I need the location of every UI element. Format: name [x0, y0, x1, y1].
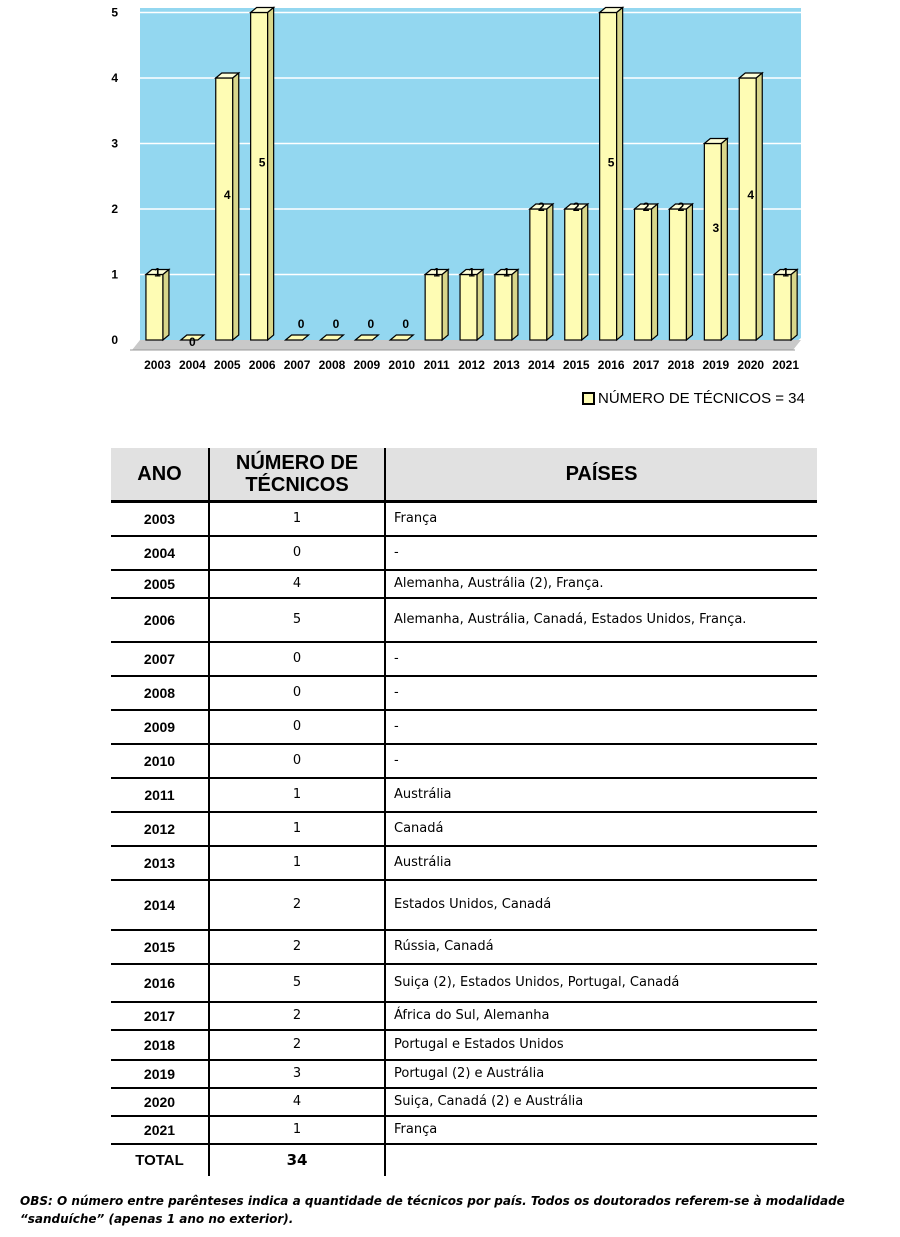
bar: [425, 275, 442, 341]
bar-value-label: 1: [782, 265, 789, 280]
row-count: 1: [209, 502, 385, 536]
x-tick-label: 2011: [423, 358, 450, 372]
bar-side: [617, 8, 623, 341]
bar-side: [547, 204, 553, 340]
bar-side: [477, 270, 483, 341]
table-row: [111, 570, 817, 598]
bar-side: [233, 73, 239, 340]
table-row: [111, 778, 817, 812]
x-tick-label: 2019: [702, 358, 730, 372]
bar-side: [582, 204, 588, 340]
x-tick-label: 2014: [527, 358, 555, 372]
bar-value-label: 2: [538, 200, 545, 214]
chart-legend: [582, 390, 805, 407]
row-countries: Portugal (2) e Austrália: [385, 1060, 817, 1088]
bar-group: [251, 8, 274, 341]
row-countries: Portugal e Estados Unidos: [385, 1030, 817, 1060]
table-row: [111, 642, 817, 676]
bar-value-label: 1: [503, 265, 510, 280]
bar: [146, 275, 163, 341]
bar-group: [739, 73, 762, 340]
bar: [565, 209, 582, 340]
bar-group: [669, 200, 692, 340]
row-year: 2005: [111, 570, 209, 598]
header-count: [209, 448, 385, 502]
y-tick-label: 0: [111, 333, 118, 347]
technicians-table: [111, 448, 817, 1176]
plot-floor: [132, 340, 801, 350]
table-row: [111, 1088, 817, 1116]
total-countries: [385, 1144, 817, 1176]
row-count: 0: [209, 536, 385, 570]
x-tick-label: 2004: [178, 358, 206, 372]
row-countries: Estados Unidos, Canadá: [385, 880, 817, 930]
row-year: 2009: [111, 710, 209, 744]
bar-chart: [0, 0, 900, 420]
x-tick-label: 2009: [353, 358, 381, 372]
bar-side: [686, 204, 692, 340]
bar: [216, 78, 233, 340]
x-tick-label: 2018: [667, 358, 695, 372]
row-year: 2012: [111, 812, 209, 846]
row-countries: Alemanha, Austrália, Canadá, Estados Unidos, França.: [385, 598, 817, 642]
row-count: 1: [209, 846, 385, 880]
row-countries: Suiça, Canadá (2) e Austrália: [385, 1088, 817, 1116]
row-year: 2015: [111, 930, 209, 964]
row-year: 2021: [111, 1116, 209, 1144]
bar-side: [652, 204, 658, 340]
table-row: [111, 710, 817, 744]
row-year: 2016: [111, 964, 209, 1002]
x-tick-label: 2015: [562, 358, 590, 372]
bar: [739, 78, 756, 340]
bar: [669, 209, 686, 340]
bar: [530, 209, 547, 340]
bar-group: [425, 266, 448, 341]
row-count: 0: [209, 676, 385, 710]
bar-side: [442, 270, 448, 341]
bar-value-label: 4: [223, 188, 231, 202]
bar-side: [791, 270, 797, 341]
table-total-row: [111, 1144, 817, 1176]
x-tick-label: 2013: [493, 358, 520, 372]
bar-value-label: 3: [712, 220, 720, 235]
row-countries: Austrália: [385, 846, 817, 880]
bar-value-label: 1: [433, 265, 440, 280]
row-count: 5: [209, 598, 385, 642]
row-countries: França: [385, 502, 817, 536]
total-count: 34: [209, 1144, 385, 1176]
row-count: 2: [209, 930, 385, 964]
bar-group: [565, 200, 588, 340]
bar-group: [146, 266, 169, 341]
bar-side: [756, 73, 762, 340]
row-count: 1: [209, 778, 385, 812]
x-tick-label: 2021: [772, 358, 800, 372]
row-year: 2020: [111, 1088, 209, 1116]
x-tick-label: 2012: [458, 358, 485, 372]
bar-value-label: 1: [154, 265, 161, 280]
bar: [774, 275, 791, 341]
bar-value-label: 0: [402, 317, 410, 331]
row-count: 4: [209, 570, 385, 598]
header-countries: PAÍSES: [385, 448, 817, 502]
row-year: 2011: [111, 778, 209, 812]
legend-swatch: [582, 392, 595, 405]
table-row: [111, 880, 817, 930]
x-tick-label: 2003: [144, 358, 171, 372]
table-row: [111, 812, 817, 846]
legend-label: NÚMERO DE TÉCNICOS = 34: [598, 390, 805, 407]
row-countries: Alemanha, Austrália (2), França.: [385, 570, 817, 598]
row-countries: Austrália: [385, 778, 817, 812]
bar-group: [704, 139, 727, 341]
header-year: ANO: [111, 448, 209, 502]
row-count: 2: [209, 1002, 385, 1030]
bar-group: [774, 266, 797, 341]
total-label: TOTAL: [111, 1144, 209, 1176]
table-row: [111, 964, 817, 1002]
bar-side: [163, 270, 169, 341]
table-row: [111, 676, 817, 710]
table-row: [111, 1116, 817, 1144]
y-tick-label: 4: [111, 71, 118, 85]
bar-group: [530, 200, 553, 340]
x-tick-label: 2005: [213, 358, 241, 372]
bar-value-label: 1: [468, 265, 475, 280]
row-year: 2013: [111, 846, 209, 880]
bar-side: [721, 139, 727, 341]
row-countries: Suiça (2), Estados Unidos, Portugal, Canadá: [385, 964, 817, 1002]
bar-group: [495, 266, 518, 341]
bar-group: [635, 200, 658, 340]
y-tick-label: 3: [111, 136, 118, 151]
row-count: 3: [209, 1060, 385, 1088]
bar: [635, 209, 652, 340]
row-countries: -: [385, 710, 817, 744]
row-count: 4: [209, 1088, 385, 1116]
bar-value-label: 2: [677, 200, 685, 214]
row-count: 2: [209, 1030, 385, 1060]
row-count: 1: [209, 1116, 385, 1144]
table-row: [111, 1002, 817, 1030]
header-count-line1: NÚMERO DE: [235, 452, 359, 474]
row-year: 2017: [111, 1002, 209, 1030]
bar-value-label: 2: [642, 200, 650, 214]
row-year: 2018: [111, 1030, 209, 1060]
table-row: [111, 846, 817, 880]
row-count: 5: [209, 964, 385, 1002]
bar: [460, 275, 477, 341]
row-count: 0: [209, 710, 385, 744]
row-countries: Canadá: [385, 812, 817, 846]
bar-value-label: 4: [747, 188, 755, 202]
row-year: 2006: [111, 598, 209, 642]
table-header-row: [111, 448, 817, 502]
row-count: 0: [209, 744, 385, 778]
bar-value-label: 2: [572, 200, 580, 214]
row-year: 2003: [111, 502, 209, 536]
row-count: 0: [209, 642, 385, 676]
x-tick-label: 2010: [388, 358, 416, 372]
bar-group: [216, 73, 239, 340]
table-row: [111, 502, 817, 536]
row-countries: -: [385, 676, 817, 710]
row-year: 2019: [111, 1060, 209, 1088]
row-countries: África do Sul, Alemanha: [385, 1002, 817, 1030]
x-tick-label: 2020: [737, 358, 765, 372]
row-year: 2010: [111, 744, 209, 778]
x-tick-label: 2007: [283, 358, 311, 372]
bar-side: [268, 8, 274, 341]
footnote: OBS: O número entre parênteses indica a quantidade de técnicos por país. Todos os doutorados referem-se à modalidade “sanduíche” (apenas 1 ano no exterior).: [20, 1194, 845, 1226]
x-tick-label: 2006: [248, 358, 276, 372]
header-count-line2: TÉCNICOS: [245, 474, 349, 496]
bar-side: [512, 270, 518, 341]
row-year: 2008: [111, 676, 209, 710]
bar-group: [600, 8, 623, 341]
table-row: [111, 1060, 817, 1088]
row-countries: -: [385, 536, 817, 570]
row-countries: Rússia, Canadá: [385, 930, 817, 964]
row-countries: -: [385, 642, 817, 676]
row-countries: -: [385, 744, 817, 778]
bar-group: [460, 266, 483, 341]
bar-value-label: 0: [297, 317, 305, 331]
table-row: [111, 598, 817, 642]
y-tick-label: 2: [111, 202, 118, 216]
row-year: 2007: [111, 642, 209, 676]
y-tick-label: 1: [111, 267, 118, 282]
x-tick-label: 2016: [597, 358, 625, 372]
row-year: 2004: [111, 536, 209, 570]
bar-value-label: 0: [189, 335, 196, 349]
row-year: 2014: [111, 880, 209, 930]
row-count: 1: [209, 812, 385, 846]
table-row: [111, 1030, 817, 1060]
table-row: [111, 744, 817, 778]
table-row: [111, 536, 817, 570]
bar: [495, 275, 512, 341]
bar-value-label: 5: [607, 155, 615, 170]
x-tick-label: 2017: [632, 358, 660, 372]
bar-value-label: 0: [367, 317, 375, 331]
bar-value-label: 5: [258, 155, 266, 170]
y-tick-label: 5: [111, 5, 118, 20]
bar: [704, 144, 721, 341]
row-countries: França: [385, 1116, 817, 1144]
bar: [600, 13, 617, 341]
row-count: 2: [209, 880, 385, 930]
bar: [251, 13, 268, 341]
x-tick-label: 2008: [318, 358, 346, 372]
table-row: [111, 930, 817, 964]
bar-value-label: 0: [332, 317, 340, 331]
